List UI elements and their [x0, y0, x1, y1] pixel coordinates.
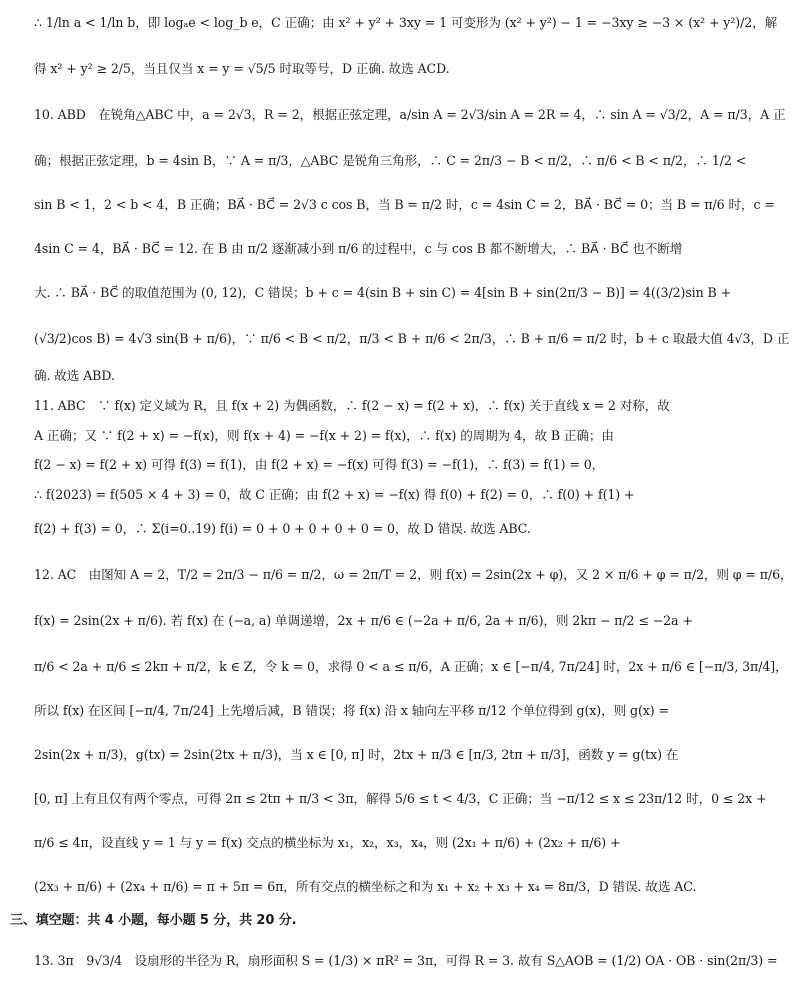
text-line: ∴ f(2023) = f(505 × 4 + 3) = 0，故 C 正确；由 f(2 + x) = −f(x) 得 f(0) + f(2) = 0，∴ f(0) + f(1) +	[34, 487, 635, 502]
text-line: 所以 f(x) 在区间 [−π/4, 7π/24] 上先增后减，B 错误；将 f(x) 沿 x 轴向左平移 π/12 个单位得到 g(x)，则 g(x) =	[34, 703, 669, 718]
text-line: π/6 < 2a + π/6 ≤ 2kπ + π/2，k ∈ Z，令 k = 0，求得 0 < a ≤ π/6，A 正确；x ∈ [−π/4, 7π/24] 时，2x + π/6 ∈ [−π/3, 3π/4]，	[34, 659, 788, 674]
text-line: 确. 故选 ABD.	[34, 368, 115, 383]
text-line: A 正确；又 ∵ f(2 + x) = −f(x)，则 f(x + 4) = −f(x + 2) = f(x)，∴ f(x) 的周期为 4，故 B 正确；由	[34, 428, 614, 443]
text-line: f(2 − x) = f(2 + x) 可得 f(3) = f(1)，由 f(2 + x) = −f(x) 可得 f(3) = −f(1)，∴ f(3) = f(1) = 0，	[34, 457, 605, 472]
text-line: sin B < 1，2 < b < 4，B 正确；BA⃗ · BC⃗ = 2√3 c cos B，当 B = π/2 时，c = 4sin C = 2，BA⃗ · BC⃗ = 0；当 B = π/6 时，c =	[34, 197, 775, 212]
text-line: f(2) + f(3) = 0，∴ Σ(i=0..19) f(i) = 0 + 0 + 0 + 0 + 0 = 0，故 D 错误. 故选 ABC.	[34, 521, 531, 536]
question-12-line: 12. AC 由图知 A = 2，T/2 = 2π/3 − π/6 = π/2，ω = 2π/T = 2，则 f(x) = 2sin(2x + φ)，又 2 × π/6 + φ = π/2，则 φ = π/6，	[34, 567, 793, 582]
question-13-line: 13. 3π 9√3/4 设扇形的半径为 R，扇形面积 S = (1/3) × πR² = 3π，可得 R = 3. 故有 S△AOB = (1/2) OA · OB · sin(2π/3) =	[34, 953, 778, 968]
text-line: 2sin(2x + π/3)，g(tx) = 2sin(2tx + π/3)，当 x ∈ [0, π] 时，2tx + π/3 ∈ [π/3, 2tπ + π/3]，函数 y = g(tx) 在	[34, 747, 679, 762]
section-heading: 三、填空题：共 4 小题，每小题 5 分，共 20 分.	[10, 913, 297, 928]
text-line: (√3/2)cos B) = 4√3 sin(B + π/6)，∵ π/6 < B < π/2，π/3 < B + π/6 < 2π/3，∴ B + π/6 = π/2 时，b + c 取最大值 4√3，D 正	[34, 331, 790, 346]
text-line: 得 x² + y² ≥ 2/5，当且仅当 x = y = √5/5 时取等号，D 正确. 故选 ACD.	[34, 61, 450, 76]
question-11-line: 11. ABC ∵ f(x) 定义域为 R，且 f(x + 2) 为偶函数，∴ f(2 − x) = f(2 + x)，∴ f(x) 关于直线 x = 2 对称，故	[34, 398, 670, 413]
text-line: 大. ∴ BA⃗ · BC⃗ 的取值范围为 (0, 12)，C 错误；b + c = 4(sin B + sin C) = 4[sin B + sin(2π/3 − B)] = 4((3/2)sin B +	[34, 285, 732, 300]
text-line: f(x) = 2sin(2x + π/6). 若 f(x) 在 (−a, a) 单调递增，2x + π/6 ∈ (−2a + π/6, 2a + π/6)，则 2kπ − π/2 ≤ −2a +	[34, 613, 693, 628]
question-10-line: 10. ABD 在锐角△ABC 中，a = 2√3，R = 2，根据正弦定理，a/sin A = 2√3/sin A = 2R = 4，∴ sin A = √3/2，A = π/3，A 正	[34, 107, 786, 122]
text-line: π/6 ≤ 4π，设直线 y = 1 与 y = f(x) 交点的横坐标为 x₁，x₂，x₃，x₄，则 (2x₁ + π/6) + (2x₂ + π/6) +	[34, 835, 621, 850]
text-line: ∴ 1/ln a < 1/ln b，即 logₐe < log_b e，C 正确；由 x² + y² + 3xy = 1 可变形为 (x² + y²) − 1 = −3xy ≥ −3 × (x² + y²)/2，解	[34, 15, 778, 30]
text-line: 确；根据正弦定理，b = 4sin B，∵ A = π/3，△ABC 是锐角三角形，∴ C = 2π/3 − B < π/2，∴ π/6 < B < π/2，∴ 1/2 <	[34, 153, 747, 168]
text-line: (2x₃ + π/6) + (2x₄ + π/6) = π + 5π = 6π，所有交点的横坐标之和为 x₁ + x₂ + x₃ + x₄ = 8π/3，D 错误. 故选 AC.	[34, 879, 697, 894]
text-line: [0, π] 上有且仅有两个零点，可得 2π ≤ 2tπ + π/3 < 3π，解得 5/6 ≤ t < 4/3，C 正确；当 −π/12 ≤ x ≤ 23π/12 时，0 ≤ 2x +	[34, 791, 767, 806]
text-line: 4sin C = 4，BA⃗ · BC⃗ = 12. 在 B 由 π/2 逐渐减小到 π/6 的过程中，c 与 cos B 都不断增大，∴ BA⃗ · BC⃗ 也不断增	[34, 241, 683, 256]
